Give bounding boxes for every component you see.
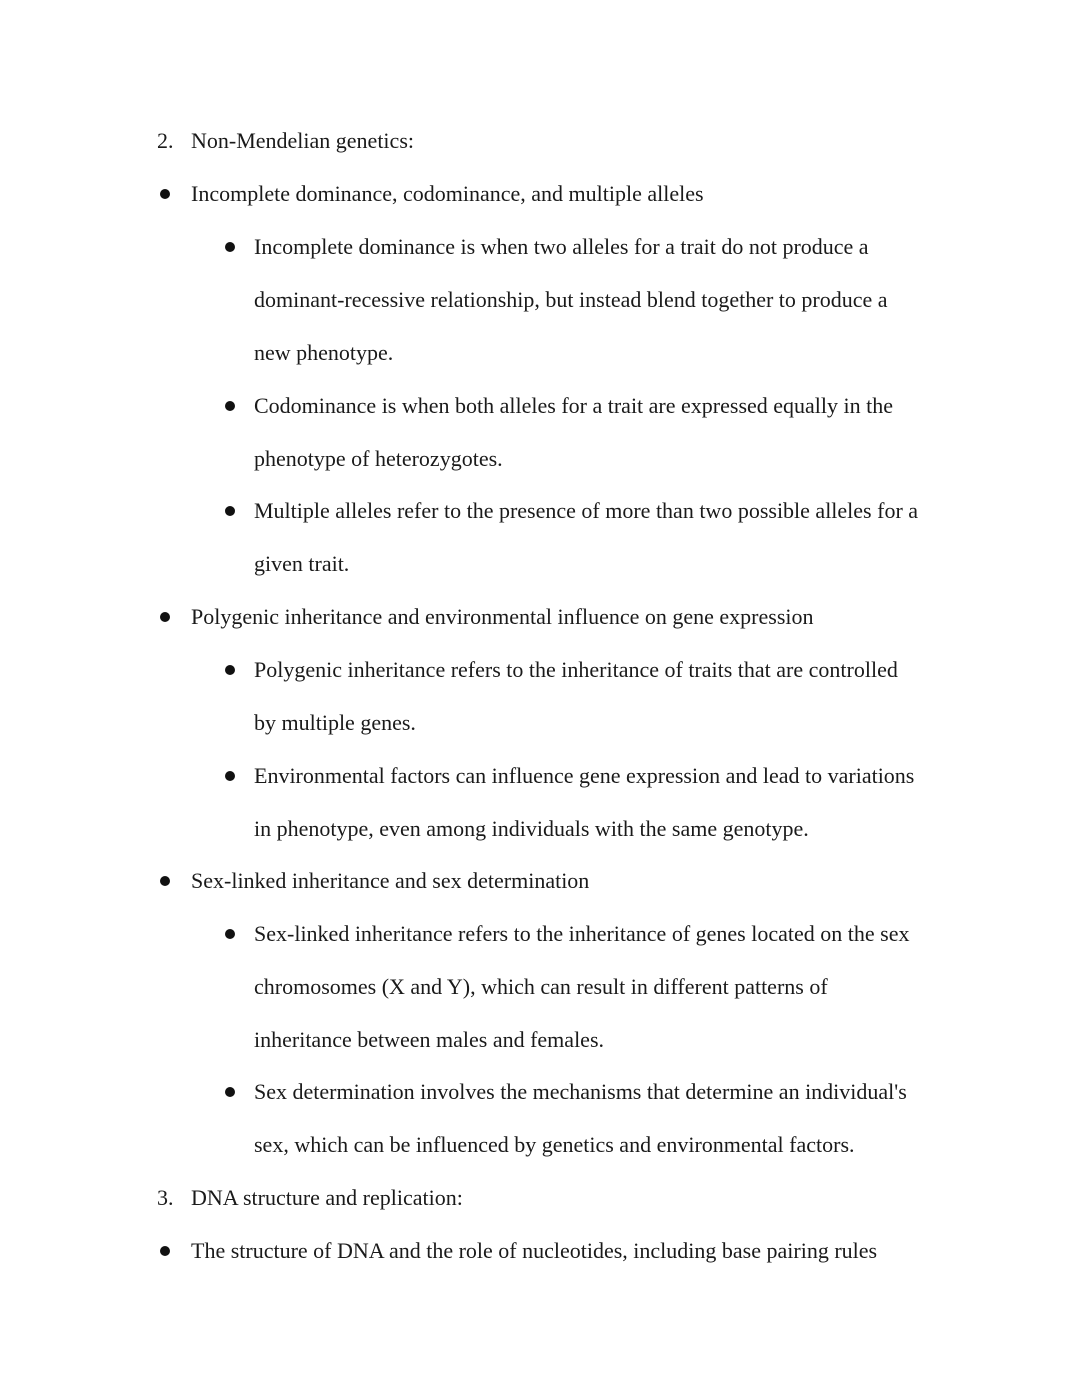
bullet-icon [160,612,170,622]
section-number: 3. [157,1185,174,1210]
point-line: sex, which can be influenced by genetics and environmental factors. [254,1132,855,1157]
point-line: Polygenic inheritance refers to the inheritance of traits that are controlled [254,657,898,682]
point-line: chromosomes (X and Y), which can result in different patterns of [254,974,828,999]
point-line: in phenotype, even among individuals with the same genotype. [254,816,809,841]
point-line: Sex determination involves the mechanisms that determine an individual's [254,1079,907,1104]
bullet-icon [160,1246,170,1256]
bullet-icon [225,665,235,675]
bullet-icon [225,242,235,252]
point-line: Environmental factors can influence gene expression and lead to variations [254,763,915,788]
bullet-icon [160,876,170,886]
bullet-icon [225,506,235,516]
point-line: Incomplete dominance is when two alleles for a trait do not produce a [254,234,869,259]
point-line: new phenotype. [254,340,394,365]
bullet-icon [225,929,235,939]
section-heading: DNA structure and replication: [191,1185,463,1210]
topic-label: Polygenic inheritance and environmental influence on gene expression [191,604,814,629]
section-number: 2. [157,128,174,153]
topic-label: Sex-linked inheritance and sex determination [191,868,590,893]
topic-label: The structure of DNA and the role of nucleotides, including base pairing rules [191,1238,878,1263]
point-line: Codominance is when both alleles for a trait are expressed equally in the [254,393,894,418]
section-heading: Non-Mendelian genetics: [191,128,414,153]
point-line: given trait. [254,551,350,576]
bullet-icon [160,189,170,199]
bullet-icon [225,771,235,781]
topic-label: Incomplete dominance, codominance, and multiple alleles [191,181,704,206]
point-line: by multiple genes. [254,710,416,735]
point-line: inheritance between males and females. [254,1027,605,1052]
bullet-icon [225,401,235,411]
bullet-icon [225,1087,235,1097]
point-line: Sex-linked inheritance refers to the inheritance of genes located on the sex [254,921,910,946]
point-line: Multiple alleles refer to the presence of more than two possible alleles for a [254,498,919,523]
point-line: dominant-recessive relationship, but instead blend together to produce a [254,287,888,312]
point-line: phenotype of heterozygotes. [254,446,503,471]
